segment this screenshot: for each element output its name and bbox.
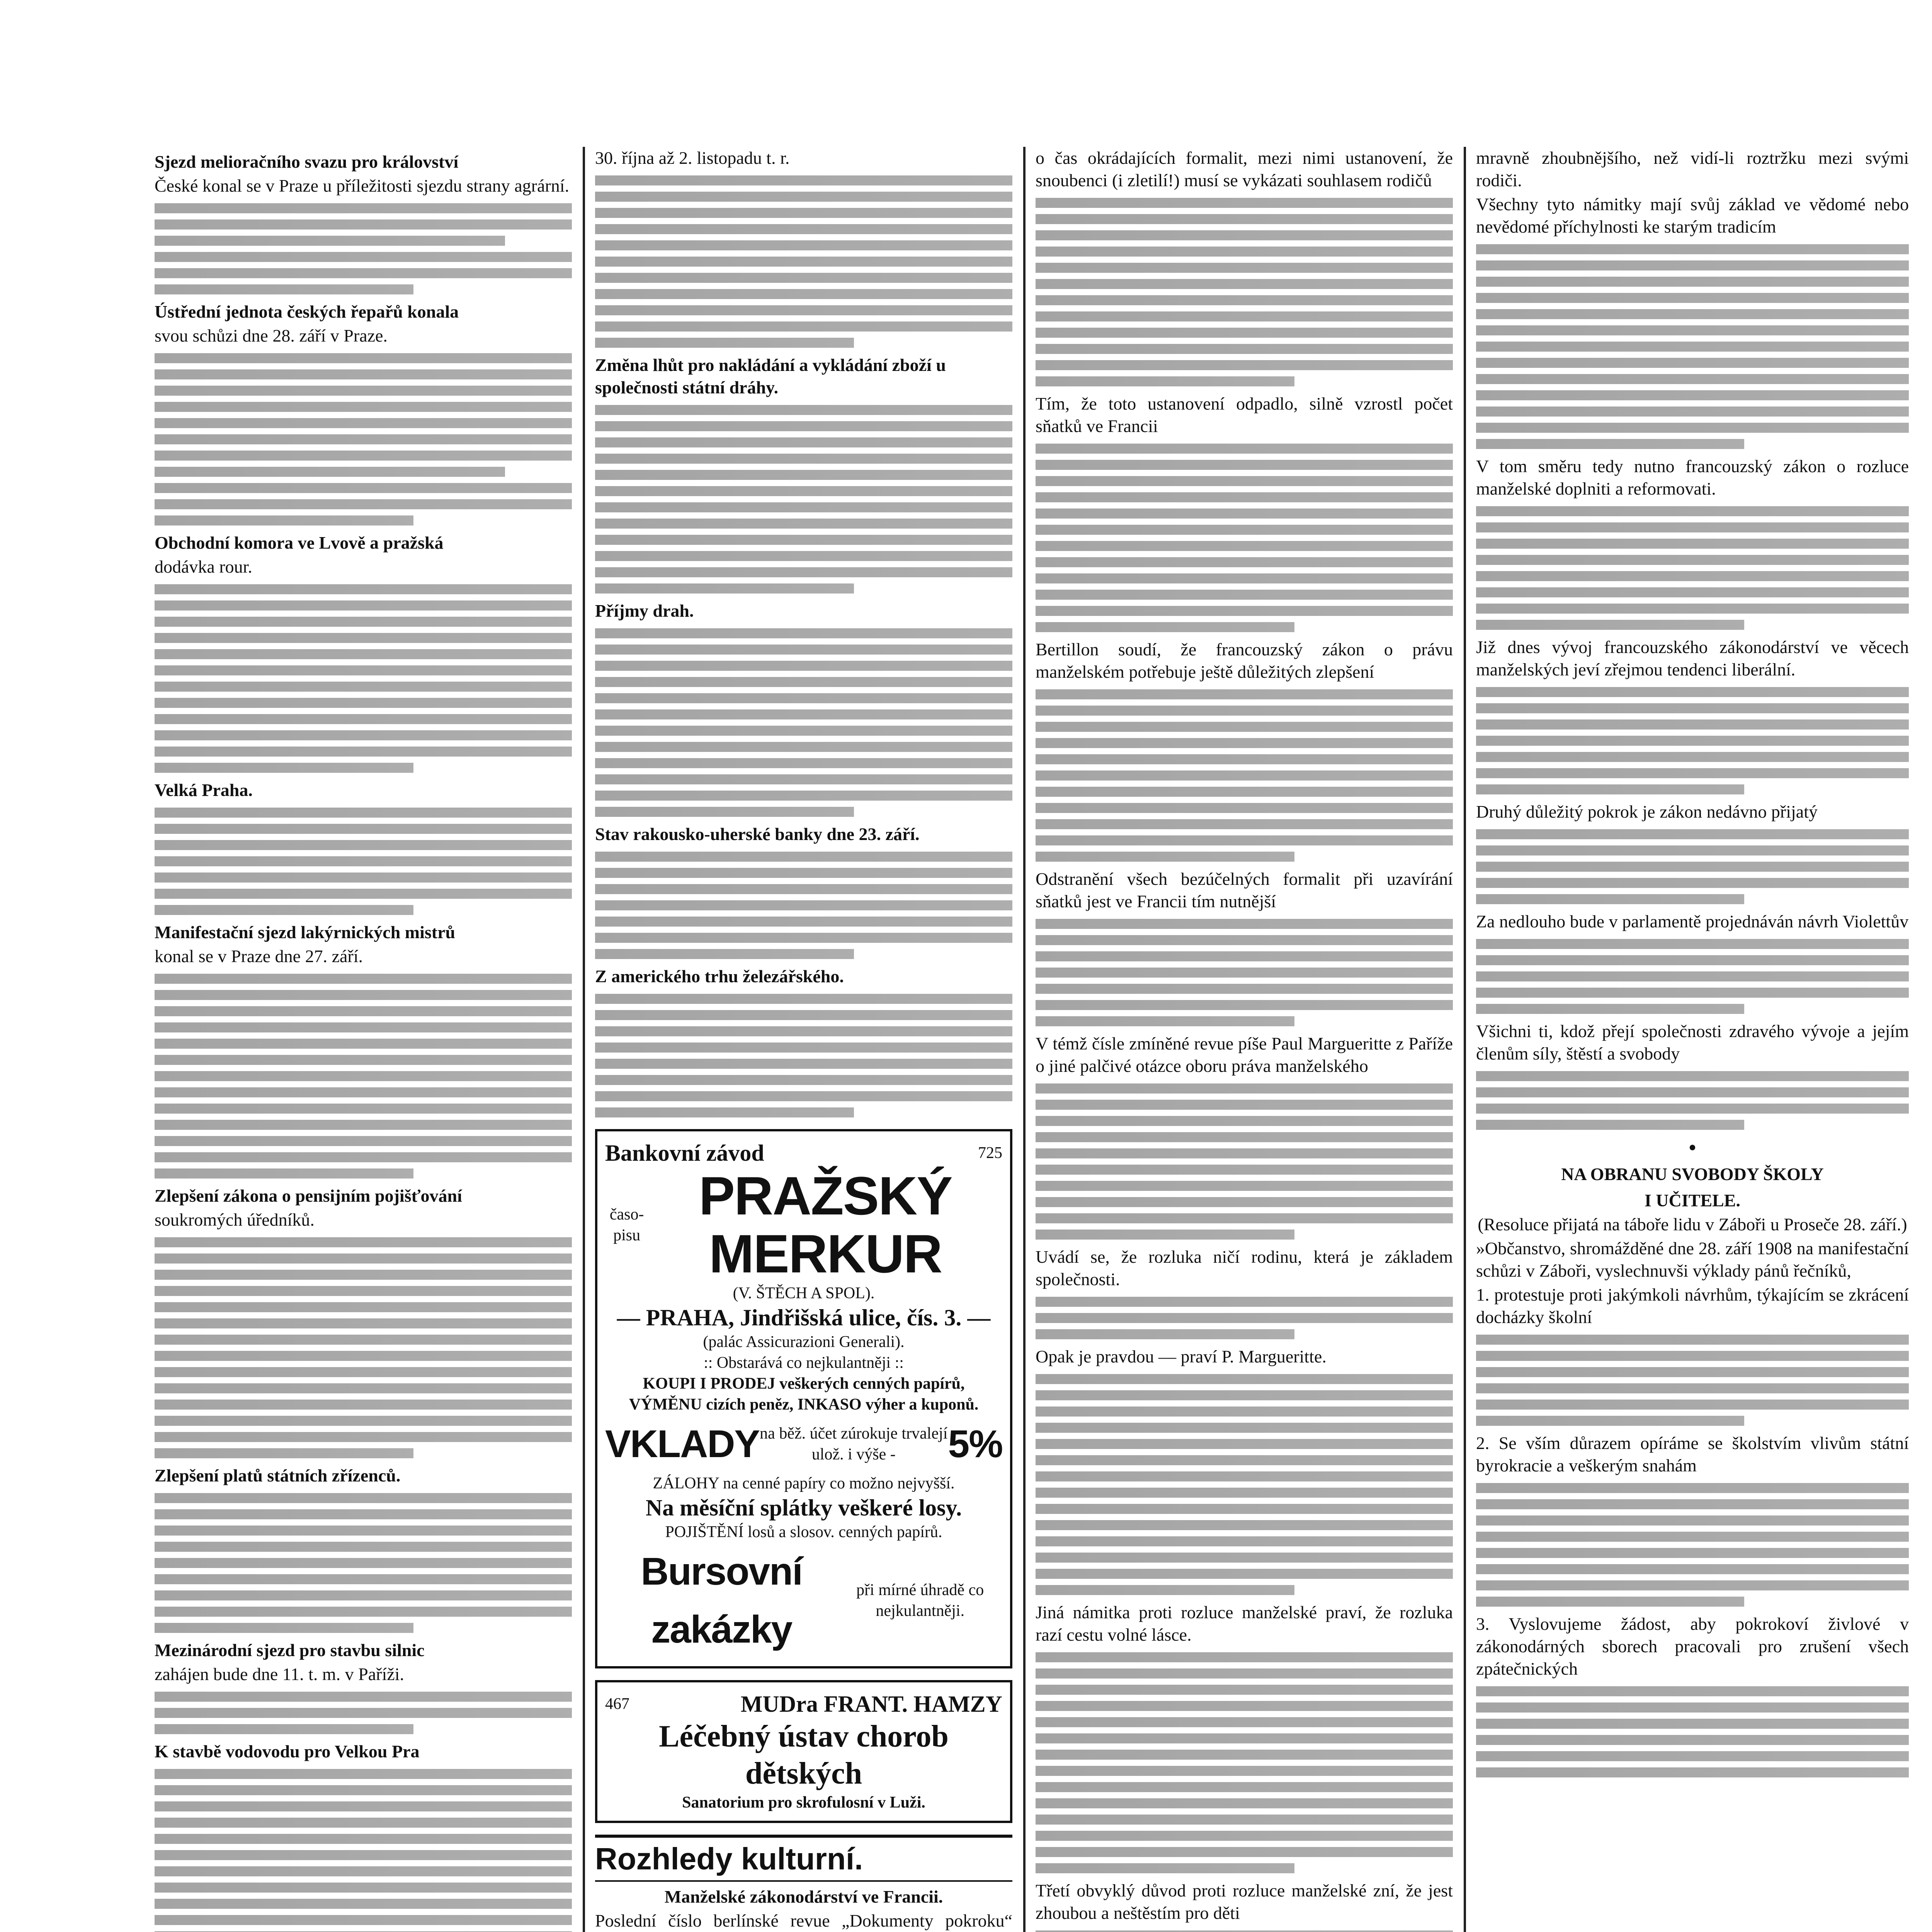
text-lines bbox=[1476, 1071, 1909, 1130]
text-lines bbox=[1476, 687, 1909, 794]
text-lines bbox=[155, 808, 572, 915]
ad-line: ZÁLOHY na cenné papíry co možno nejvyšší. bbox=[653, 1475, 955, 1492]
ad-doctor: MUDra FRANT. HAMZY bbox=[740, 1691, 1002, 1717]
article-heading: Mezinárodní sjezd pro stavbu silnic bbox=[155, 1640, 425, 1660]
article-heading: NA OBRANU SVOBODY ŠKOLY bbox=[1561, 1164, 1824, 1184]
ad-bursovni-text: při mírné úhradě co nejkulantněji. bbox=[856, 1581, 984, 1620]
article-text: svou schůzi dne 28. září v Praze. bbox=[155, 326, 388, 345]
section-separator: • bbox=[1688, 1135, 1697, 1160]
article-text: soukromých úředníků. bbox=[155, 1210, 315, 1230]
ad-line: KOUPI I PRODEJ veškerých cenných papírů, bbox=[643, 1375, 965, 1393]
article-text: Opak je pravdou — praví P. Margueritte. bbox=[1036, 1347, 1327, 1366]
text-lines bbox=[1476, 244, 1909, 449]
article-heading: Zlepšení platů státních zřízenců. bbox=[155, 1466, 401, 1485]
article-text: Uvádí se, že rozluka ničí rodinu, která je základem společnosti. bbox=[1036, 1247, 1453, 1289]
column-3 bbox=[1036, 147, 1453, 1932]
article-heading: Změna lhůt pro nakládání a vykládání zboží u společnosti státní dráhy. bbox=[595, 355, 946, 397]
resolution-point: 1. protestuje proti jakýmkoli návrhům, týkajícím se zkrácení docházky školní bbox=[1476, 1285, 1909, 1327]
text-lines bbox=[1036, 689, 1453, 862]
article-heading: Příjmy drah. bbox=[595, 601, 694, 621]
article-heading: Ústřední jednota českých řepařů konala bbox=[155, 302, 459, 321]
text-lines bbox=[1036, 1930, 1453, 1932]
column-4 bbox=[1476, 147, 1909, 1932]
ad-number: 725 bbox=[978, 1144, 1002, 1162]
text-lines bbox=[155, 584, 572, 773]
text-lines bbox=[155, 1493, 572, 1633]
article-heading: K stavbě vodovodu pro Velkou Pra bbox=[155, 1742, 420, 1761]
text-lines bbox=[1036, 1374, 1453, 1595]
article-text: Druhý důležitý pokrok je zákon nedávno přijatý bbox=[1476, 802, 1818, 821]
article-text: »Občanstvo, shromážděné dne 28. září 1908 na manifestační schůzi v Záboři, vyslechnuvši výklady pánů řečníků, bbox=[1476, 1238, 1909, 1281]
article-text: Odstranění všech bezúčelných formalit při uzavírání sňatků jest ve Francii tím nutnější bbox=[1036, 869, 1453, 911]
article-text: 30. října až 2. listopadu t. r. bbox=[595, 148, 790, 168]
text-lines bbox=[1476, 1483, 1909, 1607]
text-lines bbox=[155, 974, 572, 1179]
text-lines bbox=[595, 628, 1012, 817]
column-rule bbox=[1023, 147, 1026, 1932]
text-lines bbox=[1036, 1083, 1453, 1240]
article-heading: Stav rakousko-uherské banky dne 23. září. bbox=[595, 824, 920, 844]
text-lines bbox=[155, 353, 572, 526]
text-lines bbox=[1036, 444, 1453, 632]
article-heading: Velká Praha. bbox=[155, 780, 253, 800]
article-text: Poslední číslo berlínské revue „Dokumenty pokroku“ bbox=[595, 1911, 1012, 1930]
article-text: zahájen bude dne 11. t. m. v Paříži. bbox=[155, 1664, 404, 1684]
column-1 bbox=[155, 147, 572, 1932]
article-text: Již dnes vývoj francouzského zákonodárství ve věcech manželských jeví zřejmou tendenci liberální. bbox=[1476, 637, 1909, 679]
sanatorium-advertisement bbox=[595, 1680, 1012, 1823]
ad-line: :: Obstarává co nejkulantněji :: bbox=[704, 1354, 904, 1372]
ad-line: POJIŠTĚNÍ losů a slosov. cenných papírů. bbox=[665, 1523, 942, 1541]
article-text: V tom směru tedy nutno francouzský zákon o rozluce manželské doplniti a reformovati. bbox=[1476, 456, 1909, 498]
article-text: Všichni ti, kdož přejí společnosti zdravého vývoje a jejím členům síly, štěstí a svobody bbox=[1476, 1021, 1909, 1063]
article-text: České konal se v Praze u příležitosti sjezdu strany agrární. bbox=[155, 176, 570, 196]
ad-subtitle: (V. ŠTĚCH A SPOL). bbox=[733, 1284, 875, 1302]
ad-number: 467 bbox=[605, 1695, 629, 1713]
text-lines bbox=[1476, 1686, 1909, 1777]
text-lines bbox=[1036, 1652, 1453, 1873]
article-heading: Manželské zákonodárství ve Francii. bbox=[664, 1887, 943, 1906]
ad-sanatorium: Sanatorium pro skrofulosní v Luži. bbox=[682, 1794, 925, 1811]
text-lines bbox=[1036, 1297, 1453, 1339]
column-rule bbox=[583, 147, 585, 1932]
text-lines bbox=[1036, 198, 1453, 386]
ad-line: Na měsíční splátky veškeré losy. bbox=[645, 1495, 962, 1520]
ad-bursovni: Bursovní zakázky bbox=[641, 1550, 802, 1651]
ad-line: VÝMĚNU cizích peněz, INKASO výher a kuponů. bbox=[629, 1396, 979, 1413]
ad-address: — PRAHA, Jindřišská ulice, čís. 3. — bbox=[617, 1305, 991, 1330]
article-subtitle: (Resoluce přijatá na táboře lidu v Záboři u Proseče 28. září.) bbox=[1478, 1214, 1907, 1234]
article-heading: Zlepšení zákona o pensijním pojišťování bbox=[155, 1186, 462, 1206]
article-text: Všechny tyto námitky mají svůj základ ve vědomé nebo nevědomé příchylnosti ke starým tradicím bbox=[1476, 194, 1909, 236]
newspaper-page bbox=[46, 147, 1932, 1932]
column-2 bbox=[595, 147, 1012, 1932]
text-lines bbox=[595, 175, 1012, 348]
text-lines bbox=[1036, 919, 1453, 1026]
text-lines bbox=[595, 994, 1012, 1117]
text-lines bbox=[155, 203, 572, 294]
ad-vklady: VKLADY bbox=[605, 1422, 760, 1466]
article-heading: Z amerického trhu železářského. bbox=[595, 966, 844, 986]
article-text: mravně zhoubnějšího, než vidí-li roztržku mezi svými rodiči. bbox=[1476, 148, 1909, 190]
article-heading: Sjezd melioračního svazu pro království bbox=[155, 152, 459, 172]
text-lines bbox=[155, 1769, 572, 1932]
article-text: Jiná námitka proti rozluce manželské praví, že rozluka razí cestu volné lásce. bbox=[1036, 1602, 1453, 1645]
text-lines bbox=[1476, 506, 1909, 630]
column-rule bbox=[1464, 147, 1466, 1932]
section-banner: Rozhledy kulturní. bbox=[595, 1835, 1012, 1882]
article-text: o čas okrádajících formalit, mezi nimi ustanovení, že snoubenci (i zletilí!) musí se vykázati souhlasem rodičů bbox=[1036, 148, 1453, 190]
article-text: konal se v Praze dne 27. září. bbox=[155, 946, 363, 966]
article-text: Bertillon soudí, že francouzský zákon o právu manželském potřebuje ještě důležitých zlepšení bbox=[1036, 639, 1453, 682]
text-lines bbox=[155, 1692, 572, 1734]
article-text: V témž čísle zmíněné revue píše Paul Margueritte z Paříže o jiné palčivé otázce oboru práva manželského bbox=[1036, 1034, 1453, 1076]
text-lines bbox=[595, 405, 1012, 594]
article-text: Tím, že toto ustanovení odpadlo, silně vzrostl počet sňatků ve Francii bbox=[1036, 394, 1453, 436]
ad-vklady-text: na běž. účet zúrokuje trvalejí ulož. i výše - bbox=[760, 1425, 948, 1463]
text-lines bbox=[1476, 1335, 1909, 1426]
text-lines bbox=[1476, 939, 1909, 1014]
text-lines bbox=[595, 852, 1012, 959]
ad-side-label: časo-pisu bbox=[609, 1206, 644, 1244]
text-lines bbox=[155, 1237, 572, 1458]
article-heading: I UČITELE. bbox=[1645, 1190, 1740, 1210]
article-heading: Manifestační sjezd lakýrnických mistrů bbox=[155, 922, 456, 942]
bank-advertisement bbox=[595, 1129, 1012, 1668]
resolution-point: 3. Vyslovujeme žádost, aby pokrokoví živlové v zákonodárných sborech pracovali pro zrušení všech zpátečnických bbox=[1476, 1614, 1909, 1679]
ad-percent: 5% bbox=[948, 1422, 1002, 1466]
resolution-point: 2. Se vším důrazem opíráme se školstvím vlivům státní byrokracie a veškerým snahám bbox=[1476, 1433, 1909, 1475]
ad-institute: Léčebný ústav chorob dětských bbox=[659, 1719, 949, 1791]
article-text: Třetí obvyklý důvod proti rozluce manželské zní, že jest zhoubou a neštěstím pro děti bbox=[1036, 1881, 1453, 1923]
article-text: dodávka rour. bbox=[155, 557, 252, 577]
text-lines bbox=[1476, 829, 1909, 904]
article-heading: Obchodní komora ve Lvově a pražská bbox=[155, 533, 444, 553]
ad-bank-name: PRAŽSKÝ MERKUR bbox=[699, 1165, 952, 1284]
article-text: Za nedlouho bude v parlamentě projednáván návrh Violettův bbox=[1476, 912, 1909, 931]
ad-heading: Bankovní závod bbox=[605, 1140, 764, 1166]
ad-address-note: (palác Assicurazioni Generali). bbox=[703, 1333, 905, 1351]
